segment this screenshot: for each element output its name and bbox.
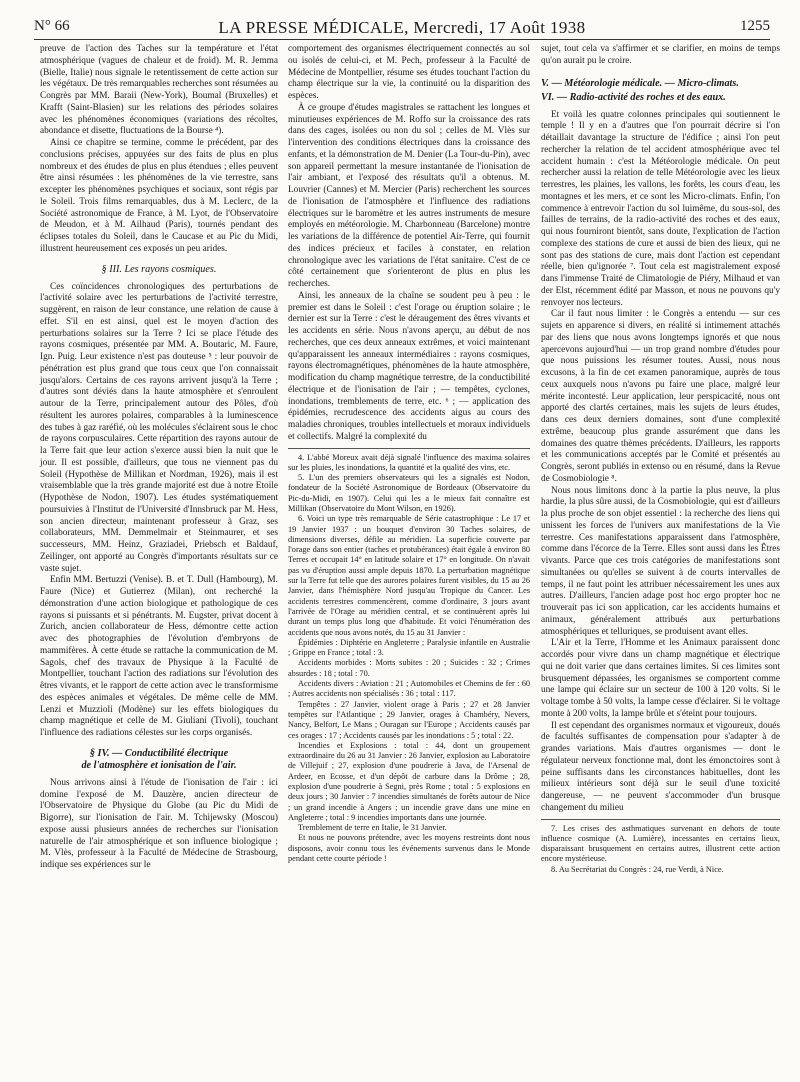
paragraph: Car il faut nous limiter : le Congrès a entendu — sur ces sujets en apparence si divers, en réalité si intimement attachés par des liens que nous avons longtemps ignorés et que nous apercevons aujourd'hui — un trop grand nombre d'études pour que nous puissions les résumer toutes. Aussi, nous nous excusons, à la fin de cet examen panoramique, auprès de tous ceux auxquels nous n'avons pu faire une place, malgré leur mérite incontesté. Leur application, leur perspicacité, nous ont apporté des clartés certaines, mais les sujets de leurs études, dans ces deux derniers domaines, sont d'une complexité extrême, beaucoup plus grande assurément que dans les domaines des quatre thèmes précédents. D'ailleurs, les rapports et les communications acceptés par le Comité et présentés au Congrès, seront publiés in extenso ou en résumé, dans la Revue de Cosmobiologie ⁸.: [541, 309, 780, 484]
footnote: 8. Au Secrétariat du Congrès : 24, rue Verdi, à Nice.: [551, 864, 724, 874]
paragraph: Nous arrivons ainsi à l'étude de l'ionisation de l'air : ici domine l'exposé de M. Dauzère, ancien directeur de l'Observatoire de Physique du Globe (au Pic du Midi de Bigorre), sur l'ionisation de l'air. M. Tchijewsky (Moscou) expose aussi plusieurs années de recherches sur l'ionisation naturelle de l'air atmosphérique et son influence biologique ; M. Vlès, professeur à la Faculté de Médecine de Strasbourg, indique ses expériences sur le: [40, 777, 278, 870]
paragraph: Enfin MM. Bertuzzi (Venise). B. et T. Dull (Hambourg), M. Faure (Nice) et Gutierrez (Milan), ont recherché la démonstration d'une action biologique et pathologique de ces rayons si puissants et si pénétrants. M. Eugster, privat docent à Zurich, ancien collaborateur de Hess, démontre cette action avec des photographies de l'évolution d'embryons de mammifères. À cette étude se rattache la communication de M. Sagols, chef des travaux de Physique à la Faculté de Montpellier, touchant l'action des radiations sur l'évolution des êtres vivants, et le rapport de cette action avec le transformisme des espèces animales et végétales. De même celle de MM. Lenzi et Muzzioli (Modène) sur les effets biologiques du champ magnétique et celle de M. Giuliani (Tivoli), touchant l'influence des radiations célestes sur les corps organisés.: [40, 575, 278, 738]
paragraph: preuve de l'action des Taches sur la température et l'état atmosphérique (vagues de chaleur et de froid). M. R. Jemma (Bielle, Italie) nous signale le retentissement de cette action sur les végétaux. De très remarquables recherches sont résumées au Congrès par MM. Baraii (New-York), Boumal (Bruxelles) et Krafft (Saint-Blasien) sur les relations des périodes solaires avec les phénomènes économiques (variations des récoltes, abondance et disette, fluctuations de la Bourse ⁴).: [40, 44, 278, 137]
footnote: Accidents morbides : Morts subites : 20 ; Suicides : 32 ; Crimes absurdes : 18 ; total : 70.: [288, 658, 530, 678]
footnote: Tremblement de terre en Italie, le 31 Janvier.: [298, 823, 447, 833]
footnote-separator: [288, 448, 530, 449]
page-number: 1255: [740, 18, 770, 34]
paragraph: L'Air et la Terre, l'Homme et les Animaux paraissent donc accordés pour vivre dans un champ magnétique et électrique qui ne doit varier que dans certaines limites. Si ces limites sont brusquement dépassées, les organismes se comportent comme une lampe qui éclaire sur un secteur de 100 à 120 volts. Si le voltage tombe à 50 volts, la lampe cesse d'éclairer. Si le voltage monte à 200 volts, la lampe brûle et s'éteint pour toujours.: [541, 638, 780, 719]
section-heading-4b: de l'atmosphère et ionisation de l'air.: [81, 759, 237, 771]
paragraph: Ces coïncidences chronologiques des perturbations de l'activité solaire avec les perturbations de l'activité terrestre, suggèrent, en raison de leur constance, une relation de cause à effet. S'il en est ainsi, quel est le moyen d'action des perturbations solaires sur la Terre ? Ici se place l'étude des rayons cosmiques, présentée par MM. A. Boutaric, M. Faure, Ign. Puig. Leur existence n'est pas douteuse ⁵ : leur pouvoir de pénétration est plus grand que tous ceux que l'on connaissait jusqu'alors. Certains de ces rayons arrivent jusqu'à la Terre ; d'autres sont déviés dans la haute atmosphère et s'enroulent autour de la Terre, principalement autour des Pôles, d'où résultent les aurores polaires, comparables à la luminescence des tubes à gaz raréfié, où les molécules s'éclairent sous le choc de rayons corpusculaires. Cette répartition des rayons autour de la Terre fait que leur action s'exerce aussi bien la nuit que le jour. Il est possible, d'ailleurs, que tous ne viennent pas du Soleil (Hypothèse de Millikan et Nordman, 1926), mais il est vraisemblable que la très grande majorité est due à notre Etoile (Hypothèse de Nodon, 1907). Les études systématiquement poursuivies à l'Institut de l'Université d'Innsbruck par M. Hess, son ancien directeur, maintenant professeur à Graz, ses collaborateurs, MM. Demmelmair et Steinmaurer, et ses successeurs, MM. Heinz, Graziadei, Priebsch et Baldauf, Zeilinger, ont apporté au Congrès d'importants résultats sur ce vaste sujet.: [40, 281, 278, 574]
column-right: [541, 44, 780, 875]
paragraph: comportement des organismes électriquement connectés au sol ou isolés de celui-ci, et M. Pech, professeur à la Faculté de Médecine de Montpellier, résume ses études touchant l'action du champ électrique sur la vie, la continuité ou la disparition des espèces.: [288, 44, 530, 101]
page-header: [34, 18, 770, 40]
column-left: [40, 44, 278, 872]
footnote: 4. L'abbé Moreux avait déjà signalé l'influence des maxima solaires sur les pluies, les inondations, la quantité et la qualité des vins, etc.: [288, 452, 530, 472]
footnote: Et nous ne pouvons prétendre, avec les moyens restreints dont nous disposons, avoir connu tous les événements survenus dans le Monde pendant cette courte période !: [288, 833, 530, 864]
footnote: Accidents divers : Aviation : 21 ; Automobiles et Chemins de fer : 60 ; Autres accidents non spécialisés : 36 ; total : 117.: [288, 679, 530, 699]
footnote: Épidémies : Diphtérie en Angleterre ; Paralysie infantile en Australie ; Grippe en France ; total : 3.: [288, 637, 530, 658]
paragraph: Ainsi, les anneaux de la chaîne se soudent peu à peu : le premier est dans le Soleil : c'est l'orage ou éruption solaire ; le dernier est sur la Terre : c'est le déraugement des êtres vivants et les accidents en série. Nous n'avons aperçu, au début de nos recherches, que ces deux anneaux extrêmes, et voici maintenant qu'apparaissent les anneaux intermédiaires : rayons cosmiques, rayons électromagnétiques, phénomènes de la haute atmosphère, modification du champ magnétique terrestre, de la conductibilité électrique et de l'ionisation de l'air ; — tempêtes, cyclones, inondations, tremblements de terre, etc. ⁶ ; — application des épidémies, recrudescence des accidents aigus au cours des maladies chroniques, troubles intellectuels et moraux individuels et collectifs. Malgré la complexité du: [288, 290, 530, 442]
paragraph: Ainsi ce chapitre se termine, comme le précédent, par des conclusions précises, appuyées sur des faits de plus en plus nombreux et des études de plus en plus étendues ; elles peuvent être ainsi résumées : les phénomènes de la vie terrestre, sans excepter les phénomènes psychiques et sociaux, sont régis par le Soleil. Trois films remarquables, dus à M. Leclerc, de la Société astronomique de France, à M. Lyot, de l'Observatoire de Meudon, et à M. Ailhaud (Paris), tournés pendant des éclipses totales du Soleil, dans le Caucase et au Pic du Midi, illustrent heureusement ces exposés un peu arides.: [40, 138, 278, 254]
footnote: Tempêtes : 27 Janvier, violent orage à Paris ; 27 et 28 Janvier tempêtes sur l'Atlantique ; 29 Janvier, orages à Chambéry, Nevers, Nancy, Belfort, Le Mans ; Ouragan sur l'Europe ; Accidents causés par ces orages : 17 ; Accidents causés par les inondations : 5 ; total : 22.: [288, 699, 530, 740]
journal-title: LA PRESSE MÉDICALE, Mercredi, 17 Août 1938: [218, 18, 586, 37]
section-heading-5: V. — Météorologie médicale. — Micro-climats.: [541, 77, 739, 89]
column-middle: [288, 44, 530, 864]
footnote-separator: [541, 819, 780, 820]
paragraph: À ce groupe d'études magistrales se rattachent les longues et minutieuses expériences de M. Roffo sur la croissance des rats dans des cages, isolées ou non du sol ; celles de M. Vlès sur l'intervention des conditions électriques dans la croissance des enfants, et la démonstration de M. Denier (La Tour-du-Pin), avec son appareil permettant la mesure instantanée de l'ionisation de l'air ambiant, et l'exposé des résultats qu'il a obtenus. M. Louvrier (Cannes) et M. Mercier (Paris) recherchent les sources de l'ionisation de l'atmosphère et l'influence des radiations électriques sur le baromètre et les autres instruments de mesure employés en météorologie. M. Charbonneau (Barcelone) montre les variations de la différence de potentiel Air-Terre, qui fournit des indices précieux et faciles à constater, en relation chronologique avec les variations de l'état sanitaire. C'est de ce côté certainement que s'orienteront de plus en plus les recherches.: [288, 102, 530, 289]
paragraph: sujet, tout cela va s'affirmer et se clarifier, en moins de temps qu'on aurait pu le croire.: [541, 44, 780, 66]
footnote: Incendies et Explosions : total : 44, dont un groupement extraordinaire du 26 au 31 Janvier : 26 Janvier, explosion au Laboratoire de Villejuif ; 27, explosion d'une poudrerie à Java, de l'Arsenal de Ardeer, en Ecosse, et d'un dépôt de carbure dans la Drôme ; 28, explosion d'une poudrerie à Segni, près Rome ; total : 5 explosions en deux jours ; 30 Janvier : 7 incendies simultanés de forêts autour de Nice ; un grand incendie à Angers ; un incendie grave dans une mine en Angleterre ; total : 9 incendies importants dans une journée.: [288, 740, 530, 822]
paragraph: Il est cependant des organismes normaux et vigoureux, doués de facultés suffisantes de compensation pour s'adapter à de grandes variations. Mais d'autres organismes — dont le régulateur nerveux fonctionne mal, dont les émonctoires sont à peine suffisants dans les circonstances habituelles, dont les milieux intérieurs sont déjà sur le seuil d'une toxicité dangereuse, — ne peuvent s'accommoder d'un brusque changement du milieu: [541, 720, 780, 813]
footnote: 7. Les crises des asthmatiques survenant en dehors de toute influence cosmique (A. Lumière), incessantes en certains lieux, disparaissant brusquement en certains autres, illustrent cette action encore mystérieuse.: [541, 823, 780, 864]
footnote: 6. Voici un type très remarquable de Série catastrophique : Le 17 et 19 Janvier 1937 : un bouquet d'environ 30 Taches solaires, de dimensions diverses, défile au méridien. La superficie couverte par l'orage dans son entier (taches et protubérances) était égale à environ 80 Terres et occupait 14° en latitude solaire et 17° en longitude. On n'avait pas vu d'éruption aussi ample depuis 1870. La perturbation magnétique sur la Terre fut telle que des aurores polaires furent visibles, du 15 au 26 Janvier, dans l'hémisphère Nord jusqu'au Tropique du Cancer. Les accidents terrestres commencèrent, comme d'ordinaire, 3 jours avant l'arrivée de l'Orage au méridien central, et se continuèrent après lui durant un temps plus long que d'habitude. Et voici l'énumération des accidents que nous avons notés, du 15 au 31 Janvier :: [288, 514, 530, 637]
paragraph: Nous nous limitons donc à la partie la plus neuve, la plus hardie, la plus sûre aussi, de la Cosmobiologie, qui est d'ailleurs la plus proche de son objet essentiel : la recherche des liens qui unissent les forces de l'univers aux manifestations de la Vie terrestre. Ces manifestations apparaissent dans l'atmosphère, comme dans l'écorce de la Terre. Elles sont aussi dans les Êtres vivants. Parce que ces trois catégories de manifestations sont simultanées ou qu'elles se suivent à de courts intervalles de temps, il ne faut point les attribuer nécessairement les unes aux autres. D'ailleurs, l'ancien adage post hoc ergo propter hoc ne trouverait pas ici son application, car les accidents humains et animaux, généralement attribués aux perturbations atmosphériques et telluriques, se produisent avant elles.: [541, 485, 780, 637]
section-heading-6: VI. — Radio-activité des roches et des eaux.: [541, 91, 726, 103]
footnote: 5. L'un des premiers observateurs qui les a signalés est Nodon, fondateur de la Société Astronomique de Bordeaux (Observatoire du Pic-du-Midi, en 1907). Celui qui les a le mieux fait connaître est Millikan (Observatoire du Mont Wilson, en 1926).: [288, 473, 530, 513]
paragraph: Et voilà les quatre colonnes principales qui soutiennent le temple ! Il y en a d'autres que l'on pourrait décrire si l'on détaillait davantage la structure de l'édifice ; ainsi l'on peut rechercher la relation de tel accident atmosphérique avec tel accident humain : c'est la Météorologie médicale. On peut rechercher aussi la relation de telle Météorologie avec les lieux terrestres, les plaines, les vallons, les forêts, les cours d'eau, les montagnes et les mers, et ce sont les Micro-climats. Enfin, l'on commence à entrevoir l'action du sol luimême, du sous-sol, des failles de terrains, de la radio-activité des roches et des eaux, qui nous fourniront bientôt, sans doute, l'explication de l'action complexe des stations de cure et aussi de bien des lieux, qui ne sont pas des stations de cure, mais dont l'action est cependant réelle, bien qu'ignorée ⁷. Tout cela est magistralement exposé dans l'immense Traité de Climatologie de Piéry, Milhaud et van der Elst, récemment édité par Masson, et nous ne pouvons qu'y renvoyer nos lecteurs.: [541, 109, 780, 308]
issue-number: N° 66: [34, 18, 70, 34]
header-rule: [34, 39, 770, 40]
section-heading-3: § III. Les rayons cosmiques.: [101, 263, 217, 275]
section-heading-4a: § IV. — Conductibilité électrique: [89, 747, 229, 759]
